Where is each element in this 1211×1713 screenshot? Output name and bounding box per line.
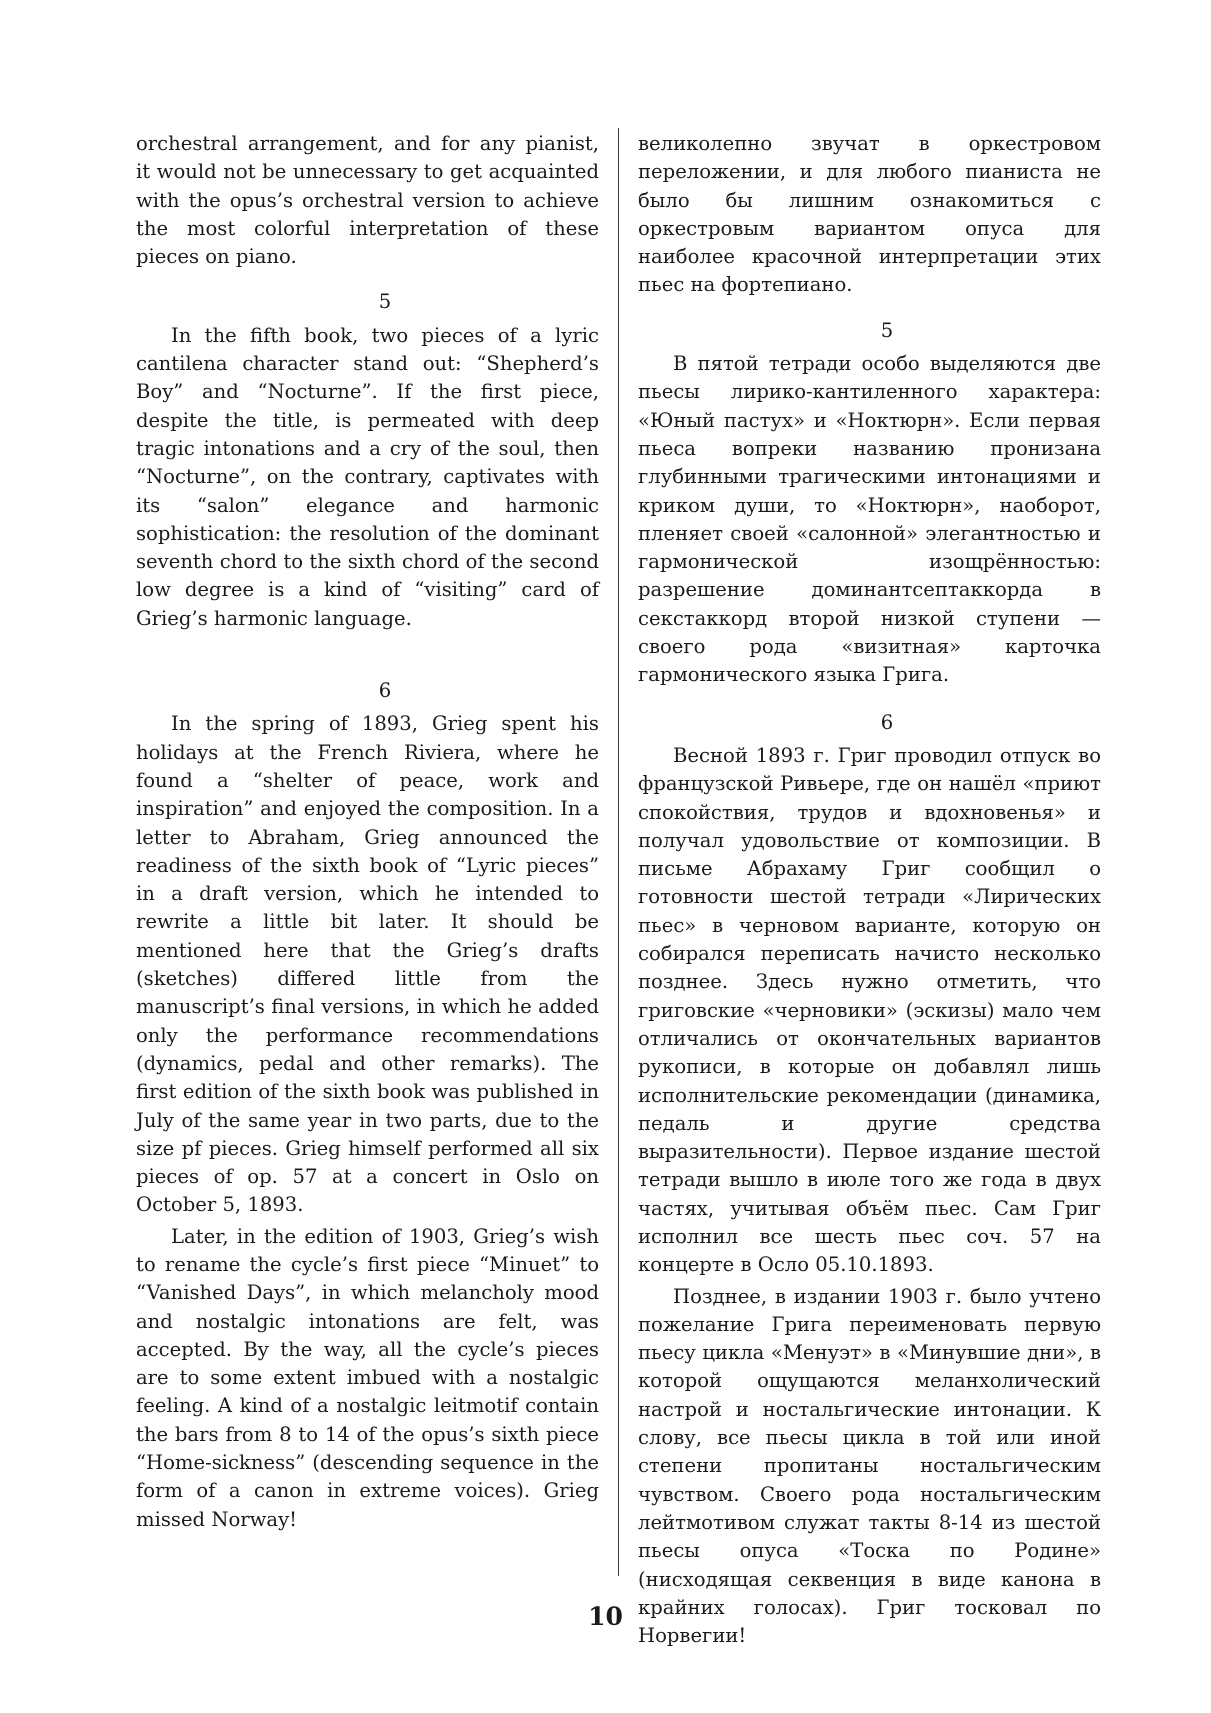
section-6-number-en: 6 [378,679,392,703]
section-5-paragraph-ru: В пятой тетради особо выделяются две пьесы лирико-кантиленного характера: «Юный пастух» и «Ноктюрн». Если первая пьеса вопреки названию пронизана глубинными трагическими интонациями и криком души, то «Ноктюрн», наоборот, пленяет своей «салонной» элегантностью и гармонической изощрённостью: разрешение доминантсептаккорда в секстаккорд второй низкой ступени — своего рода «визитная» карточка гармонического языка Грига. [638,352,1101,687]
section-5-number-ru: 5 [880,318,894,342]
column-divider [618,128,619,1576]
section-6-paragraph-2-ru: Позднее, в издании 1903 г. было учтено пожелание Грига переименовать первую пьесу цикла «Менуэт» в «Минувшие дни», в которой ощущаются меланхолический настрой и ностальгические интонации. К слову, все пьесы цикла в той или иной степени пропитаны ностальгическим чувством. Своего рода ностальгическим лейтмотивом служат такты 8-14 из шестой пьесы опуса «Тоска по Родине» (нисходящая секвенция в виде канона в крайних голосах). Григ тосковал по Норвегии! [638,1284,1101,1648]
section-5-number-en: 5 [378,290,392,314]
section-6-paragraph-2-en: Later, in the edition of 1903, Grieg’s wish to rename the cycle’s first piece “Minuet” to “Vanished Days”, in which melancholy mood and nostalgic intonations are felt, was accepted. By the way, all the cycle’s pieces are to some extent imbued with a nostalgic feeling. A kind of a nostalgic leitmotif contain the bars from 8 to 14 of the opus’s sixth piece “Home-sickness” (descending sequence in the form of a canon in extreme voices). Grieg missed Norway! [136,1224,599,1531]
intro-paragraph-ru: великолепно звучат в оркестровом переложении, и для любого пианиста не было бы лишним ознакомиться с оркестровым вариантом опуса для наиболее красочной интерпретации этих пьес на фортепиано. [638,132,1101,297]
english-column [136,130,599,1534]
page-number: 10 [588,1602,623,1631]
intro-paragraph-en: orchestral arrangement, and for any pianist, it would not be unnecessary to get acquainted with the opus’s orchestral version to achieve the most colorful interpretation of these pieces on piano. [136,132,599,269]
section-6-paragraph-1-ru: Весной 1893 г. Григ проводил отпуск во французской Ривьере, где он нашёл «приют спокойствия, трудов и вдохновенья» и получал удовольствие от композиции. В письме Абрахаму Григ сообщил о готовности шестой тетради «Лирических пьес» в черновом варианте, которую он собирался переписать начисто несколько позднее. Здесь нужно отметить, что григовские «черновики» (эскизы) мало чем отличались от окончательных вариантов рукописи, в которые он добавлял лишь исполнительские рекомендации (динамика, педаль и другие средства выразительности). Первое издание шестой тетради вышло в июле того же года в двух частях, учитывая объём пьес. Сам Григ исполнил все шесть пьес соч. 57 на концерте в Осло 05.10.1893. [638,743,1101,1277]
section-6-paragraph-1-en: In the spring of 1893, Grieg spent his holidays at the French Riviera, where he found a “shelter of peace, work and inspiration” and enjoyed the composition. In a letter to Abraham, Grieg announced the readiness of the sixth book of “Lyric pieces” in a draft version, which he intended to rewrite a little bit later. It should be mentioned here that the Grieg’s drafts (sketches) differed little from the manuscript’s final versions, in which he added only the performance recommendations (dynamics, pedal and other remarks). The first edition of the sixth book was published in July of the same year in two parts, due to the size pf pieces. Grieg himself performed all six pieces of op. 57 at a concert in Oslo on October 5, 1893. [136,712,599,1217]
russian-column [638,130,1101,1650]
section-6-number-ru: 6 [880,710,894,734]
section-5-paragraph-en: In the fifth book, two pieces of a lyric cantilena character stand out: “Shepherd’s Boy” and “Nocturne”. If the first piece, despite the title, is permeated with deep tragic intonations and a cry of the soul, then “Nocturne”, on the contrary, captivates with its “salon” elegance and harmonic sophistication: the resolution of the dominant seventh chord to the sixth chord of the second low degree is a kind of “visiting” card of Grieg’s harmonic language. [136,323,599,630]
